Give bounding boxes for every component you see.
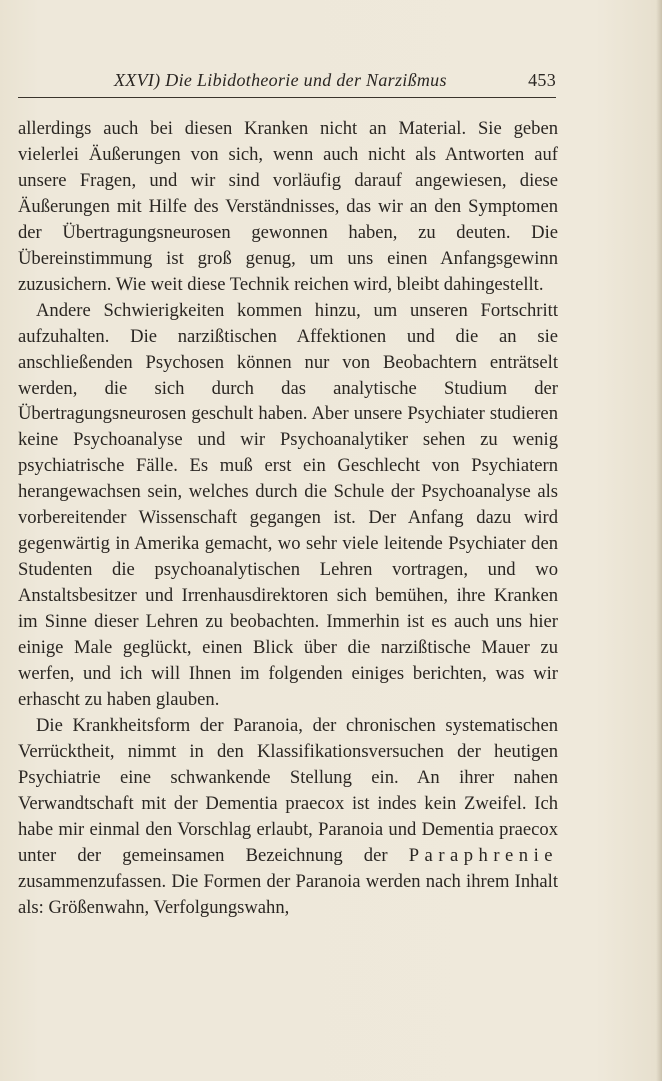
- header-rule: [18, 97, 556, 98]
- paragraph-paranoia: [18, 713, 558, 921]
- emphasized-term: Paraphrenie: [408, 844, 559, 866]
- page-edge-shadow: [656, 0, 662, 1081]
- paranoia-text-after: zusammenzufassen. Die Formen der Paranoia werden nach ihrem Inhalt als: Größenwahn, Verfolgungswahn,: [18, 870, 558, 918]
- running-head: [18, 64, 556, 94]
- paranoia-text-before: Die Krankheitsform der Paranoia, der chronischen systematischen Verrücktheit, nimmt in den Klassifikationsversuchen der heutigen Psychiatrie eine schwankende Stellung ein. An ihrer nahen Verwandtschaft mit der Dementia praecox ist indes kein Zweifel. Ich habe mir einmal den Vorschlag erlaubt, Paranoia und Dementia praecox unter der gemeinsamen Bezeichnung der: [18, 714, 558, 866]
- page-number: 453: [528, 70, 556, 90]
- body-text: [18, 116, 558, 921]
- paragraph-difficulties: Andere Schwierigkeiten kommen hinzu, um unseren Fortschritt aufzuhalten. Die narzißtischen Affektionen und die an sie anschließenden Psychosen können nur von Beobachtern enträtselt werden, die sich durch das analytische Studium der Übertragungsneurosen geschult haben. Aber unsere Psychiater studieren keine Psychoanalyse und wir Psychoanalytiker sehen zu wenig psychiatrische Fälle. Es muß erst ein Geschlecht von Psychiatern herangewachsen sein, welches durch die Schule der Psychoanalyse als vorbereitender Wissenschaft gegangen ist. Der Anfang dazu wird gegenwärtig in Amerika gemacht, wo sehr viele leitende Psychiater den Studenten die psychoanalytischen Lehren vortragen, und wo Anstaltsbesitzer und Irrenhausdirektoren sich bemühen, ihre Kranken im Sinne dieser Lehren zu beobachten. Immerhin ist es auch uns hier einige Male geglückt, einen Blick über die narzißtische Mauer zu werfen, und ich will Ihnen im folgenden einiges berichten, was wir erhascht zu haben glauben.: [18, 299, 558, 710]
- paragraph-continued: allerdings auch bei diesen Kranken nicht an Material. Sie geben vielerlei Äußerungen von sich, wenn auch nicht als Antworten auf unsere Fragen, und wir sind vorläufig darauf angewiesen, diese Äußerungen mit Hilfe des Verständnisses, das wir an den Symptomen der Übertragungsneurosen gewonnen haben, zu deuten. Die Übereinstimmung ist groß genug, um uns einen Anfangsgewinn zuzusichern. Wie weit diese Technik reichen wird, bleibt dahingestellt.: [18, 118, 558, 295]
- running-title: XXVI) Die Libidotheorie und der Narzißmus: [114, 70, 447, 90]
